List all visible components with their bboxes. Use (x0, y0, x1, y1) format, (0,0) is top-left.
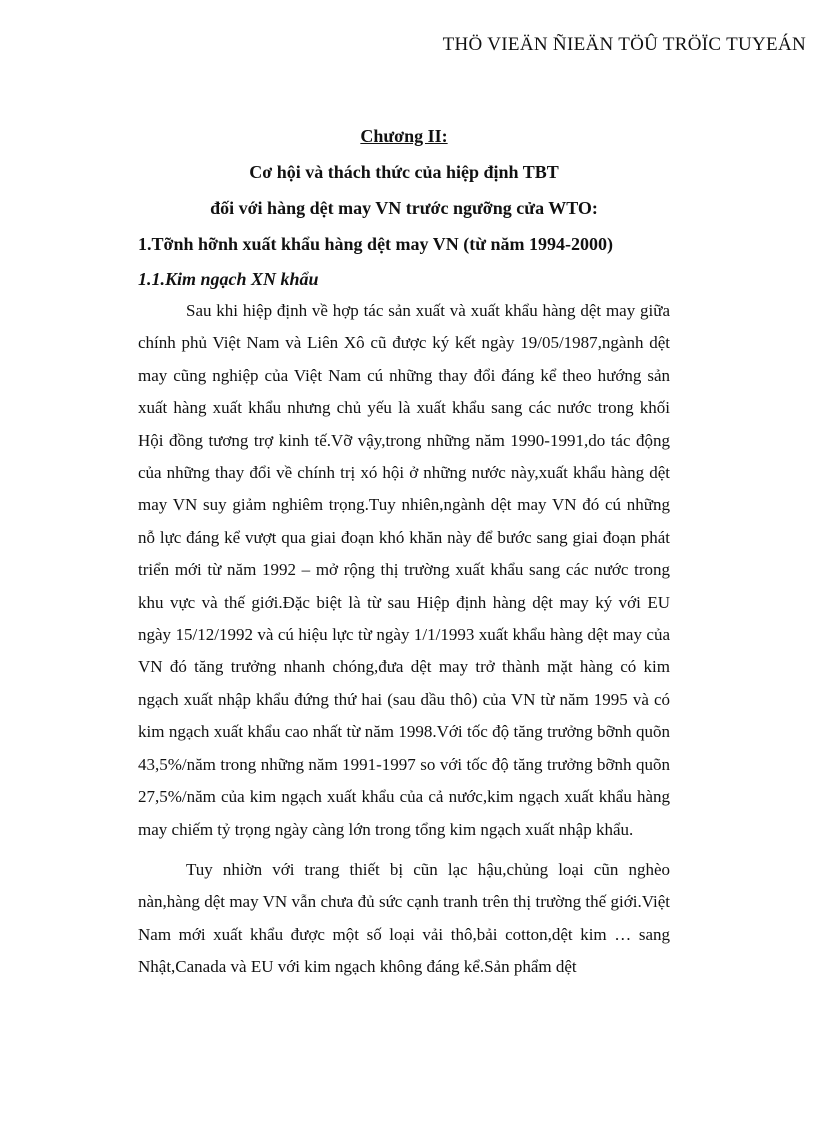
paragraph-2: Tuy nhiờn với trang thiết bị cũn lạc hậu,chủng loại cũn nghèo nàn,hàng dệt may VN vẫn chưa đủ sức cạnh tranh trên thị trường thế giới.Việt Nam mới xuất khẩu được một số loại vải thô,bải cotton,dệt kim … sang Nhật,Canada và EU với kim ngạch không đáng kể.Sản phẩm dệt (138, 859, 670, 977)
section-heading: 1.Tỡnh hỡnh xuất khẩu hàng dệt may VN (từ năm 1994-2000) (138, 234, 613, 254)
chapter-title-line-2: đối với hàng dệt may VN trước ngưỡng cửa WTO: (210, 198, 598, 218)
chapter-title-line-1: Cơ hội và thách thức của hiệp định TBT (249, 162, 559, 182)
running-header: THÖ VIEÄN ÑIEÄN TÖÛ TRÖÏC TUYEÁN (442, 34, 806, 55)
subsection-heading: 1.1.Kim ngạch XN khẩu (138, 269, 319, 289)
chapter-label: Chương II: (360, 126, 448, 146)
document-body (138, 124, 670, 992)
paragraph-1: Sau khi hiệp định về hợp tác sản xuất và xuất khẩu hàng dệt may giữa chính phủ Việt Nam và Liên Xô cũ được ký kết ngày 19/05/1987,ngành dệt may cũng nghiệp của Việt Nam cú những thay đổi đáng kể theo hướng sản xuất hàng xuất khẩu nhưng chủ yếu là xuất khẩu sang các nước trong khối Hội đồng tương trợ kinh tế.Vỡ vậy,trong những năm 1990-1991,do tác động của những thay đổi về chính trị xó hội ở những nước này,xuất khẩu hàng dệt may VN suy giảm nghiêm trọng.Tuy nhiên,ngành dệt may VN đó cú những nỗ lực đáng kể vượt qua giai đoạn khó khăn này để bước sang giai đoạn phát triển mới từ năm 1992 – mở rộng thị trường xuất khẩu sang các nước trong khu vực và thế giới.Đặc biệt là từ sau Hiệp định hàng dệt may ký với EU ngày 15/12/1992 và cú hiệu lực từ ngày 1/1/1993 xuất khẩu hàng dệt may của VN đó tăng trưởng nhanh chóng,đưa dệt may trở thành mặt hàng có kim ngạch xuất nhập khẩu đứng thứ hai (sau dầu thô) của VN từ năm 1995 và có kim ngạch xuất khẩu cao nhất từ năm 1998.Với tốc độ tăng trưởng bỡnh quõn 43,5%/năm trong những năm 1991-1997 so với tốc độ tăng trưởng bỡnh quõn 27,5%/năm của kim ngạch xuất khẩu của cả nước,kim ngạch xuất khẩu hàng may chiếm tỷ trọng ngày càng lớn trong tổng kim ngạch xuất nhập khẩu. (138, 301, 670, 839)
